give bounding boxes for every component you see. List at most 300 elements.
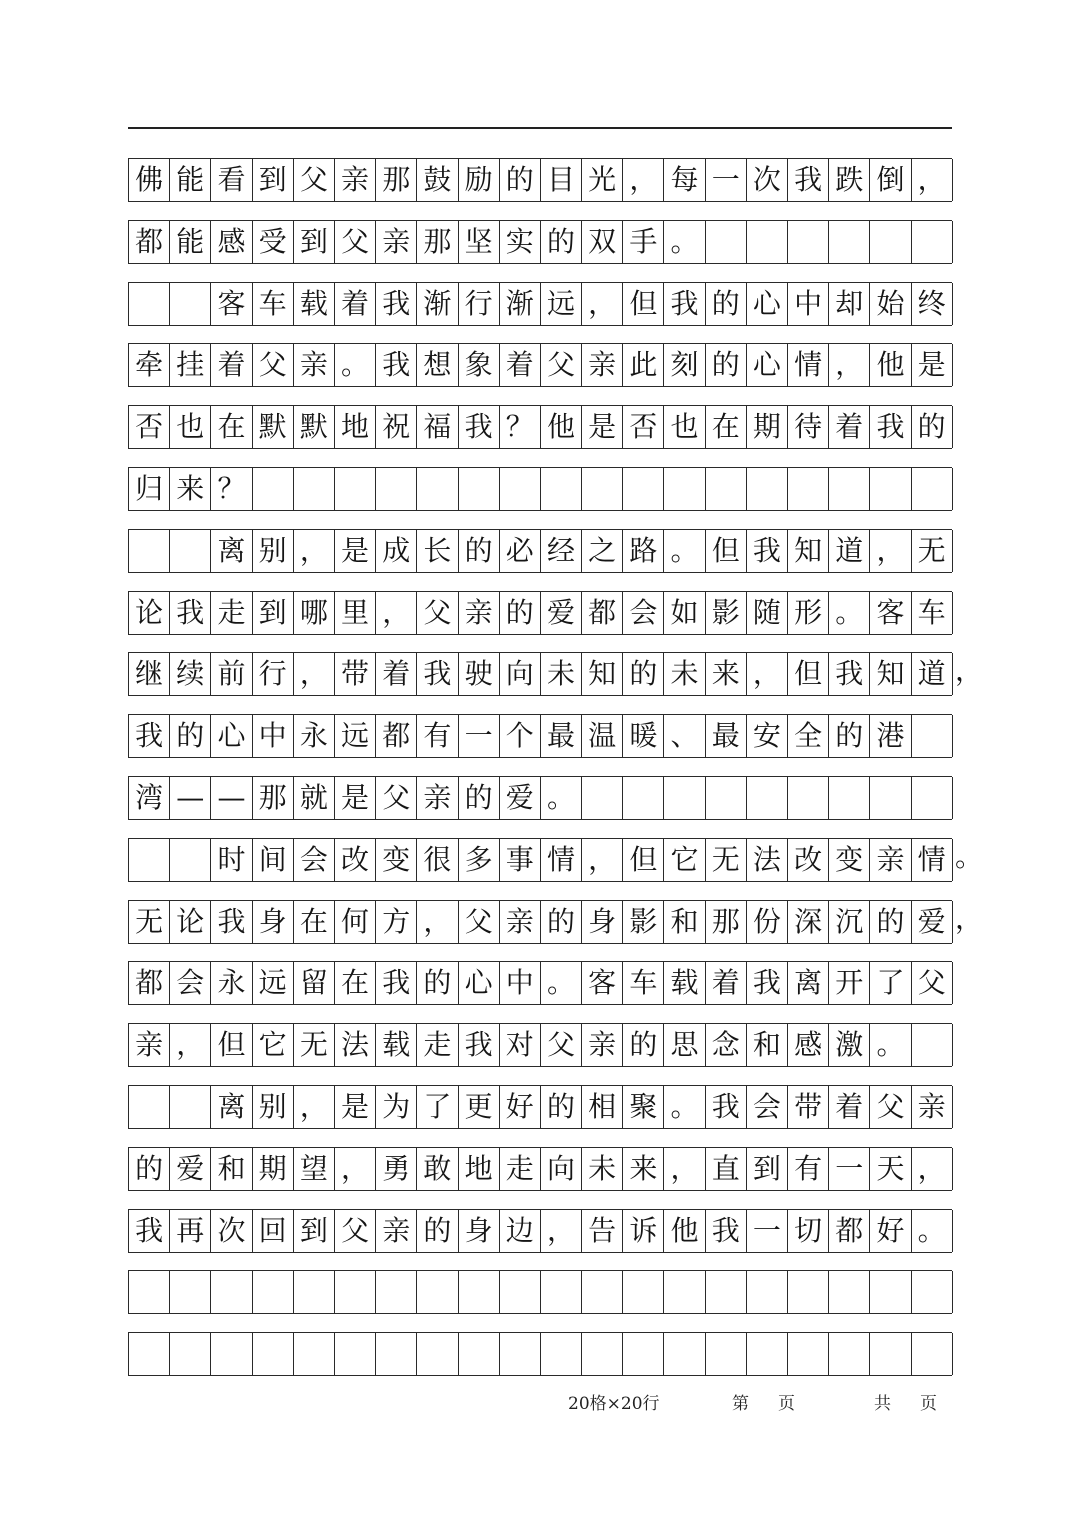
grid-cell: 的 xyxy=(623,1024,664,1066)
grid-cell: 情 xyxy=(912,839,953,881)
grid-cell: 聚 xyxy=(623,1086,664,1128)
grid-cell: 都 xyxy=(582,592,623,634)
grid-cell: 再 xyxy=(170,1210,211,1252)
grid-cell: 亲 xyxy=(582,344,623,386)
grid-cell: 继 xyxy=(129,653,170,695)
grid-cell xyxy=(417,468,458,510)
grid-cell: 但 xyxy=(623,283,664,325)
grid-cell xyxy=(788,1271,829,1313)
grid-cell: 续 xyxy=(170,653,211,695)
grid-cell: 父 xyxy=(417,592,458,634)
grid-cell: 温 xyxy=(582,715,623,757)
grid-cell: 的 xyxy=(459,530,500,572)
grid-cell: 感 xyxy=(211,221,252,263)
grid-cell: 行 xyxy=(459,283,500,325)
grid-cell: 载 xyxy=(664,962,705,1004)
grid-cell: 。 xyxy=(664,1086,705,1128)
grid-cell xyxy=(912,777,953,819)
grid-cell xyxy=(500,1333,541,1375)
grid-cell xyxy=(541,468,582,510)
grid-cell: 湾 xyxy=(129,777,170,819)
grid-cell: 望 xyxy=(294,1148,335,1190)
grid-cell: 变 xyxy=(376,839,417,881)
grid-cell: 随 xyxy=(747,592,788,634)
grid-cell xyxy=(829,1333,870,1375)
grid-cell: 都 xyxy=(129,221,170,263)
grid-cell: 前 xyxy=(211,653,252,695)
grid-cell: 知 xyxy=(788,530,829,572)
grid-cell: 是 xyxy=(335,530,376,572)
grid-cell xyxy=(253,1333,294,1375)
grid-cell: 变 xyxy=(829,839,870,881)
grid-cell: 地 xyxy=(459,1148,500,1190)
grid-cell: — xyxy=(211,777,252,819)
top-rule xyxy=(128,127,952,129)
grid-cell: 事 xyxy=(500,839,541,881)
grid-cell: 改 xyxy=(788,839,829,881)
grid-cell xyxy=(664,1333,705,1375)
grid-cell: 行 xyxy=(253,653,294,695)
grid-cell: 但 xyxy=(706,530,747,572)
grid-cell: 亲 xyxy=(912,1086,953,1128)
grid-cell: 父 xyxy=(912,962,953,1004)
grid-row xyxy=(128,1332,952,1376)
grid-cell xyxy=(747,1271,788,1313)
grid-cell: 我 xyxy=(376,283,417,325)
grid-cell xyxy=(417,1333,458,1375)
grid-cell: ， xyxy=(294,530,335,572)
grid-cell: 载 xyxy=(294,283,335,325)
grid-cell: 父 xyxy=(870,1086,911,1128)
grid-cell: 开 xyxy=(829,962,870,1004)
grid-cell xyxy=(747,1333,788,1375)
grid-cell: 车 xyxy=(912,592,953,634)
grid-cell: 亲 xyxy=(417,777,458,819)
grid-cell xyxy=(912,468,953,510)
grid-cell xyxy=(706,468,747,510)
grid-cell xyxy=(582,1333,623,1375)
grid-cell: 一 xyxy=(747,1210,788,1252)
grid-cell: 看 xyxy=(211,159,252,201)
margin-punctuation: 。 xyxy=(955,839,984,873)
grid-cell: 的 xyxy=(459,777,500,819)
grid-cell: 能 xyxy=(170,221,211,263)
grid-cell: 。 xyxy=(541,777,582,819)
grid-cell: 法 xyxy=(335,1024,376,1066)
grid-cell: 车 xyxy=(253,283,294,325)
grid-cell: 我 xyxy=(376,344,417,386)
grid-cell: 来 xyxy=(706,653,747,695)
grid-cell: 驶 xyxy=(459,653,500,695)
grid-cell: ， xyxy=(541,1210,582,1252)
grid-cell: 经 xyxy=(541,530,582,572)
grid-cell: 着 xyxy=(829,1086,870,1128)
grid-cell: 车 xyxy=(623,962,664,1004)
grid-cell: 离 xyxy=(211,530,252,572)
grid-row xyxy=(128,1023,952,1067)
grid-cell: 影 xyxy=(706,592,747,634)
grid-cell: 也 xyxy=(170,406,211,448)
grid-cell: 有 xyxy=(417,715,458,757)
grid-cell: 着 xyxy=(211,344,252,386)
grid-cell: 也 xyxy=(664,406,705,448)
grid-cell: — xyxy=(170,777,211,819)
grid-cell: 亲 xyxy=(459,592,500,634)
grid-cell xyxy=(170,1271,211,1313)
grid-cell: 坚 xyxy=(459,221,500,263)
grid-cell: 到 xyxy=(747,1148,788,1190)
grid-cell: 诉 xyxy=(623,1210,664,1252)
grid-cell: 否 xyxy=(129,406,170,448)
grid-cell xyxy=(706,221,747,263)
grid-cell: 。 xyxy=(335,344,376,386)
grid-cell: 勇 xyxy=(376,1148,417,1190)
grid-cell: 个 xyxy=(500,715,541,757)
grid-cell: 励 xyxy=(459,159,500,201)
composition-grid xyxy=(128,158,984,1394)
grid-cell: 别 xyxy=(253,1086,294,1128)
grid-cell: 来 xyxy=(170,468,211,510)
grid-cell: 亲 xyxy=(129,1024,170,1066)
grid-cell xyxy=(211,1333,252,1375)
grid-cell: 身 xyxy=(253,901,294,943)
grid-cell: 亲 xyxy=(294,344,335,386)
grid-cell: 直 xyxy=(706,1148,747,1190)
grid-cell: 。 xyxy=(664,530,705,572)
grid-cell: 渐 xyxy=(417,283,458,325)
grid-cell xyxy=(706,1271,747,1313)
grid-cell: ， xyxy=(294,1086,335,1128)
grid-cell: 未 xyxy=(582,1148,623,1190)
grid-row xyxy=(128,220,952,264)
grid-cell: 中 xyxy=(788,283,829,325)
grid-cell: 带 xyxy=(335,653,376,695)
grid-row xyxy=(128,282,952,326)
grid-cell: ？ xyxy=(500,406,541,448)
grid-cell: 我 xyxy=(747,530,788,572)
grid-cell: 是 xyxy=(912,344,953,386)
grid-cell xyxy=(294,1333,335,1375)
grid-cell: 佛 xyxy=(129,159,170,201)
grid-cell: 福 xyxy=(417,406,458,448)
grid-cell: 到 xyxy=(253,159,294,201)
grid-cell: 。 xyxy=(664,221,705,263)
grid-cell: ， xyxy=(335,1148,376,1190)
grid-cell: 何 xyxy=(335,901,376,943)
grid-cell: 是 xyxy=(582,406,623,448)
grid-row xyxy=(128,776,952,820)
grid-cell xyxy=(253,1271,294,1313)
grid-cell: 论 xyxy=(170,901,211,943)
grid-cell: 客 xyxy=(211,283,252,325)
grid-cell xyxy=(706,777,747,819)
grid-cell xyxy=(706,1333,747,1375)
grid-cell: ， xyxy=(747,653,788,695)
grid-cell: 在 xyxy=(294,901,335,943)
grid-cell xyxy=(541,1271,582,1313)
grid-cell: 路 xyxy=(623,530,664,572)
grid-row xyxy=(128,1147,952,1191)
grid-cell: 感 xyxy=(788,1024,829,1066)
grid-cell xyxy=(129,1271,170,1313)
grid-cell: 无 xyxy=(706,839,747,881)
grid-cell: 牵 xyxy=(129,344,170,386)
grid-cell: 最 xyxy=(706,715,747,757)
grid-cell: 。 xyxy=(829,592,870,634)
grid-cell: 的 xyxy=(417,962,458,1004)
grid-cell: 客 xyxy=(582,962,623,1004)
grid-cell: 影 xyxy=(623,901,664,943)
grid-cell: 的 xyxy=(170,715,211,757)
grid-cell: 跌 xyxy=(829,159,870,201)
grid-cell xyxy=(170,839,211,881)
grid-cell: ， xyxy=(376,592,417,634)
grid-cell: 走 xyxy=(500,1148,541,1190)
grid-cell: 了 xyxy=(870,962,911,1004)
grid-cell xyxy=(623,1271,664,1313)
grid-cell: 他 xyxy=(541,406,582,448)
grid-cell: 我 xyxy=(706,1210,747,1252)
grid-cell xyxy=(376,1271,417,1313)
grid-cell: 法 xyxy=(747,839,788,881)
grid-cell xyxy=(294,468,335,510)
grid-cell xyxy=(582,1271,623,1313)
grid-cell: 安 xyxy=(747,715,788,757)
grid-row xyxy=(128,343,952,387)
grid-cell: 的 xyxy=(417,1210,458,1252)
grid-cell xyxy=(747,468,788,510)
grid-cell: 有 xyxy=(788,1148,829,1190)
grid-cell: 敢 xyxy=(417,1148,458,1190)
grid-cell: 里 xyxy=(335,592,376,634)
grid-cell: 刻 xyxy=(664,344,705,386)
grid-cell: 心 xyxy=(211,715,252,757)
grid-cell: 激 xyxy=(829,1024,870,1066)
grid-cell: 身 xyxy=(582,901,623,943)
grid-cell: 的 xyxy=(500,159,541,201)
grid-cell: 告 xyxy=(582,1210,623,1252)
grid-cell xyxy=(664,777,705,819)
grid-cell: 未 xyxy=(664,653,705,695)
grid-cell xyxy=(294,1271,335,1313)
grid-cell xyxy=(664,468,705,510)
grid-cell: 都 xyxy=(129,962,170,1004)
grid-cell: 着 xyxy=(829,406,870,448)
grid-cell: 、 xyxy=(664,715,705,757)
grid-cell: 我 xyxy=(664,283,705,325)
grid-cell: 成 xyxy=(376,530,417,572)
grid-cell: 论 xyxy=(129,592,170,634)
grid-cell xyxy=(788,468,829,510)
grid-cell: 载 xyxy=(376,1024,417,1066)
grid-cell xyxy=(459,1271,500,1313)
grid-cell: 就 xyxy=(294,777,335,819)
grid-row xyxy=(128,1085,952,1129)
grid-cell xyxy=(912,1024,953,1066)
grid-cell: 思 xyxy=(664,1024,705,1066)
grid-cell: 父 xyxy=(459,901,500,943)
grid-cell: 心 xyxy=(459,962,500,1004)
grid-cell xyxy=(129,1086,170,1128)
grid-cell: 都 xyxy=(829,1210,870,1252)
grid-cell xyxy=(129,839,170,881)
grid-row xyxy=(128,467,952,511)
grid-cell: 始 xyxy=(870,283,911,325)
grid-cell xyxy=(459,1333,500,1375)
grid-cell: 暖 xyxy=(623,715,664,757)
grid-cell: 心 xyxy=(747,283,788,325)
grid-cell: 渐 xyxy=(500,283,541,325)
grid-cell: 但 xyxy=(788,653,829,695)
grid-cell: 走 xyxy=(211,592,252,634)
grid-cell: 待 xyxy=(788,406,829,448)
grid-cell: 好 xyxy=(500,1086,541,1128)
grid-cell xyxy=(623,1333,664,1375)
grid-cell: 的 xyxy=(500,592,541,634)
grid-cell: 情 xyxy=(541,839,582,881)
grid-cell xyxy=(912,1333,953,1375)
grid-cell: 爱 xyxy=(170,1148,211,1190)
grid-cell: 那 xyxy=(253,777,294,819)
grid-cell: 爱 xyxy=(500,777,541,819)
grid-cell: 更 xyxy=(459,1086,500,1128)
grid-cell xyxy=(747,221,788,263)
grid-cell: 鼓 xyxy=(417,159,458,201)
grid-cell xyxy=(623,777,664,819)
grid-cell: 实 xyxy=(500,221,541,263)
grid-cell: 最 xyxy=(541,715,582,757)
grid-cell: 那 xyxy=(376,159,417,201)
grid-cell: 到 xyxy=(253,592,294,634)
grid-cell: 受 xyxy=(253,221,294,263)
grid-cell: 道 xyxy=(912,653,953,695)
grid-cell xyxy=(829,1271,870,1313)
grid-cell xyxy=(376,468,417,510)
grid-cell: 无 xyxy=(912,530,953,572)
grid-cell xyxy=(335,1271,376,1313)
grid-cell: 父 xyxy=(335,1210,376,1252)
grid-cell: 带 xyxy=(788,1086,829,1128)
grid-cell: 那 xyxy=(417,221,458,263)
grid-cell: 的 xyxy=(829,715,870,757)
grid-cell xyxy=(335,468,376,510)
grid-cell: 离 xyxy=(788,962,829,1004)
page-number-suffix: 页 xyxy=(778,1394,795,1414)
grid-cell: 永 xyxy=(294,715,335,757)
grid-cell: 父 xyxy=(541,1024,582,1066)
grid-cell: 一 xyxy=(829,1148,870,1190)
grid-cell xyxy=(870,1271,911,1313)
grid-cell: 。 xyxy=(870,1024,911,1066)
grid-cell: 的 xyxy=(623,653,664,695)
grid-cell xyxy=(912,1271,953,1313)
grid-cell: 远 xyxy=(541,283,582,325)
page-footer xyxy=(0,1389,1080,1413)
grid-cell: 必 xyxy=(500,530,541,572)
grid-cell xyxy=(747,777,788,819)
grid-cell xyxy=(870,221,911,263)
grid-cell: ， xyxy=(912,1148,953,1190)
grid-cell: 的 xyxy=(912,406,953,448)
grid-cell: 他 xyxy=(664,1210,705,1252)
grid-cell: 亲 xyxy=(870,839,911,881)
grid-cell xyxy=(829,221,870,263)
grid-cell: 全 xyxy=(788,715,829,757)
grid-cell: 形 xyxy=(788,592,829,634)
grid-cell: 着 xyxy=(500,344,541,386)
grid-row xyxy=(128,900,984,944)
grid-cell: 是 xyxy=(335,1086,376,1128)
grid-row xyxy=(128,961,952,1005)
grid-cell: 我 xyxy=(829,653,870,695)
grid-cell: 切 xyxy=(788,1210,829,1252)
grid-cell: 远 xyxy=(335,715,376,757)
grid-cell: 间 xyxy=(253,839,294,881)
grid-cell: 念 xyxy=(706,1024,747,1066)
grid-cell: 目 xyxy=(541,159,582,201)
grid-cell: ， xyxy=(417,901,458,943)
grid-cell: 终 xyxy=(912,283,953,325)
grid-cell: 到 xyxy=(294,221,335,263)
grid-cell: 父 xyxy=(335,221,376,263)
grid-cell: 都 xyxy=(376,715,417,757)
grid-cell: 向 xyxy=(541,1148,582,1190)
grid-cell: 次 xyxy=(747,159,788,201)
grid-cell: 着 xyxy=(706,962,747,1004)
grid-cell: 象 xyxy=(459,344,500,386)
grid-cell xyxy=(541,1333,582,1375)
grid-cell xyxy=(170,283,211,325)
grid-cell: 期 xyxy=(747,406,788,448)
grid-cell: 否 xyxy=(623,406,664,448)
grid-cell: 但 xyxy=(623,839,664,881)
grid-cell xyxy=(582,777,623,819)
grid-cell: 我 xyxy=(747,962,788,1004)
grid-cell xyxy=(870,468,911,510)
grid-cell: 我 xyxy=(376,962,417,1004)
grid-cell: 和 xyxy=(664,901,705,943)
grid-cell: 的 xyxy=(706,283,747,325)
grid-cell xyxy=(788,1333,829,1375)
grid-cell: 我 xyxy=(459,1024,500,1066)
grid-row xyxy=(128,838,984,882)
grid-cell: 却 xyxy=(829,283,870,325)
grid-cell xyxy=(623,468,664,510)
grid-row xyxy=(128,529,952,573)
grid-cell: 一 xyxy=(459,715,500,757)
grid-cell: 中 xyxy=(253,715,294,757)
grid-cell: 光 xyxy=(582,159,623,201)
grid-cell: 为 xyxy=(376,1086,417,1128)
grid-cell: 来 xyxy=(623,1148,664,1190)
grid-cell: 方 xyxy=(376,901,417,943)
grid-spec-label: 20格×20行 xyxy=(568,1394,660,1414)
grid-cell: 归 xyxy=(129,468,170,510)
total-pages-prefix: 共 xyxy=(874,1394,891,1414)
grid-cell: 此 xyxy=(623,344,664,386)
grid-cell: ， xyxy=(582,839,623,881)
grid-cell: ， xyxy=(664,1148,705,1190)
grid-cell: ， xyxy=(294,653,335,695)
grid-cell: ， xyxy=(582,283,623,325)
grid-cell: 无 xyxy=(129,901,170,943)
grid-cell: 改 xyxy=(335,839,376,881)
grid-cell: 远 xyxy=(253,962,294,1004)
grid-cell: 双 xyxy=(582,221,623,263)
grid-cell: 身 xyxy=(459,1210,500,1252)
grid-cell: ， xyxy=(829,344,870,386)
grid-cell: 多 xyxy=(459,839,500,881)
